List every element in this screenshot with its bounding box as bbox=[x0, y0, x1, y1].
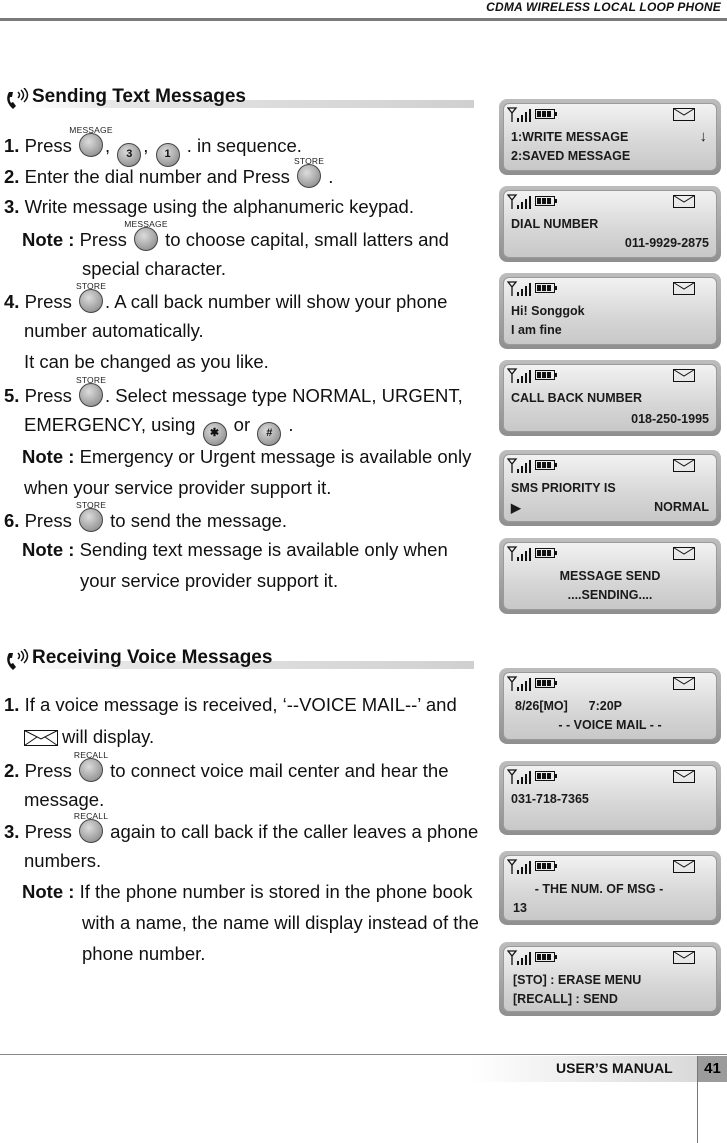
lcd-screen-callback bbox=[499, 360, 721, 436]
hash-key-icon: # bbox=[257, 422, 281, 446]
key-1-icon: 1 bbox=[156, 143, 180, 167]
lcd-line-1: 1:WRITE MESSAGE bbox=[511, 130, 629, 144]
header-rule bbox=[0, 18, 727, 21]
section-title: Sending Text Messages bbox=[32, 86, 246, 107]
envelope-icon bbox=[673, 108, 695, 121]
lcd-line-2: [RECALL] : SEND bbox=[513, 992, 618, 1006]
phone-signal-icon bbox=[4, 88, 30, 112]
signal-bars-icon bbox=[507, 859, 533, 875]
step-5-note: Note : Emergency or Urgent message is available only bbox=[22, 446, 472, 467]
signal-bars-icon bbox=[507, 281, 533, 297]
section-title: Receiving Voice Messages bbox=[32, 647, 273, 668]
step-4-cont: number automatically. bbox=[24, 320, 204, 341]
signal-bars-icon bbox=[507, 546, 533, 562]
recv-step-1: 1. If a voice message is received, ‘--VOICE MAIL--’ and bbox=[4, 694, 457, 715]
battery-icon bbox=[535, 370, 557, 380]
lcd-line-2: 018-250-1995 bbox=[631, 412, 709, 426]
battery-icon bbox=[535, 548, 557, 558]
signal-bars-icon bbox=[507, 458, 533, 474]
signal-bars-icon bbox=[507, 194, 533, 210]
store-key-icon: STORE bbox=[79, 508, 103, 532]
battery-icon bbox=[535, 109, 557, 119]
battery-icon bbox=[535, 771, 557, 781]
step-1: 1. Press MESSAGE , 3 , 1 . in sequence. bbox=[4, 133, 302, 167]
recv-step-3-cont: numbers. bbox=[24, 850, 102, 871]
message-key-icon: MESSAGE bbox=[79, 133, 103, 157]
lcd-line-1: [STO] : ERASE MENU bbox=[513, 973, 642, 987]
phone-signal-icon bbox=[4, 649, 30, 673]
step-5-note-cont: when your service provider support it. bbox=[24, 477, 332, 498]
recall-key-icon: RECALL bbox=[79, 758, 103, 782]
envelope-icon bbox=[673, 770, 695, 783]
lcd-screen-menu bbox=[499, 99, 721, 175]
message-key-icon: MESSAGE bbox=[134, 227, 158, 251]
lcd-screen-voicemail bbox=[499, 668, 721, 744]
envelope-icon bbox=[673, 282, 695, 295]
header-title: CDMA WIRELESS LOCAL LOOP PHONE bbox=[486, 0, 721, 14]
envelope-icon bbox=[673, 459, 695, 472]
recall-key-icon: RECALL bbox=[79, 819, 103, 843]
lcd-line-1: Hi! Songgok bbox=[511, 304, 585, 318]
step-3-note-cont: special character. bbox=[82, 258, 226, 279]
lcd-screen-msg-count bbox=[499, 851, 721, 925]
lcd-line-2: 13 bbox=[513, 901, 527, 915]
lcd-line-1: MESSAGE SEND bbox=[559, 569, 661, 583]
step-5-cont: EMERGENCY, using ✱ or # . bbox=[24, 414, 294, 446]
recv-step-3: 3. Press RECALL again to call back if the caller leaves a phone bbox=[4, 811, 479, 842]
battery-icon bbox=[535, 283, 557, 293]
lcd-screen-priority bbox=[499, 450, 721, 526]
envelope-icon bbox=[24, 730, 58, 746]
star-key-icon: ✱ bbox=[203, 422, 227, 446]
page-number: 41 bbox=[698, 1056, 727, 1082]
envelope-icon bbox=[673, 677, 695, 690]
battery-icon bbox=[535, 196, 557, 206]
lcd-screen-number bbox=[499, 761, 721, 835]
lcd-line-1: CALL BACK NUMBER bbox=[511, 391, 643, 405]
section-sending bbox=[4, 86, 474, 112]
step-6-note-cont: your service provider support it. bbox=[80, 570, 339, 591]
lcd-screen-message bbox=[499, 273, 721, 349]
lcd-line-1: 8/26[MO] 7:20P bbox=[515, 699, 622, 713]
recv-step-3-note-cont2: phone number. bbox=[82, 943, 206, 964]
lcd-line-2: ....SENDING.... bbox=[567, 588, 653, 602]
lcd-screen-options bbox=[499, 942, 721, 1016]
lcd-line-2: 2:SAVED MESSAGE bbox=[511, 149, 631, 163]
scroll-down-icon: ↓ bbox=[699, 128, 707, 145]
lcd-screen-dial bbox=[499, 186, 721, 262]
battery-icon bbox=[535, 678, 557, 688]
store-key-icon: STORE bbox=[79, 289, 103, 313]
envelope-icon bbox=[673, 547, 695, 560]
battery-icon bbox=[535, 861, 557, 871]
lcd-line-2: NORMAL bbox=[654, 500, 709, 514]
signal-bars-icon bbox=[507, 107, 533, 123]
step-6: 6. Press STORE to send the message. bbox=[4, 500, 288, 531]
recv-step-3-note-cont: with a name, the name will display instead of the bbox=[82, 912, 479, 933]
recv-step-2: 2. Press RECALL to connect voice mail center and hear the bbox=[4, 750, 449, 781]
store-key-icon: STORE bbox=[297, 164, 321, 188]
footer-label: USER’S MANUAL bbox=[556, 1060, 673, 1076]
lcd-screen-sending bbox=[499, 538, 721, 614]
step-4-cont2: It can be changed as you like. bbox=[24, 351, 269, 372]
recv-step-1-cont: will display. bbox=[24, 726, 154, 748]
envelope-icon bbox=[673, 860, 695, 873]
lcd-line-1: DIAL NUMBER bbox=[511, 217, 599, 231]
step-3: 3. Write message using the alphanumeric keypad. bbox=[4, 196, 414, 217]
section-receiving bbox=[4, 647, 474, 673]
signal-bars-icon bbox=[507, 676, 533, 692]
battery-icon bbox=[535, 952, 557, 962]
envelope-icon bbox=[673, 195, 695, 208]
lcd-line-2: I am fine bbox=[511, 323, 562, 337]
battery-icon bbox=[535, 460, 557, 470]
step-2: 2. Enter the dial number and Press STORE . bbox=[4, 156, 334, 187]
store-key-icon: STORE bbox=[79, 383, 103, 407]
step-3-note: Note : Press MESSAGE to choose capital, small latters and bbox=[22, 219, 449, 250]
envelope-icon bbox=[673, 369, 695, 382]
lcd-line-2: 011-9929-2875 bbox=[624, 236, 709, 250]
signal-bars-icon bbox=[507, 368, 533, 384]
envelope-icon bbox=[673, 951, 695, 964]
lcd-line-1: - THE NUM. OF MSG - bbox=[534, 882, 664, 896]
key-3-icon: 3 bbox=[117, 143, 141, 167]
step-4: 4. Press STORE . A call back number will show your phone bbox=[4, 281, 448, 312]
right-arrow-icon: ▶ bbox=[511, 501, 521, 515]
step-5: 5. Press STORE . Select message type NORMAL, URGENT, bbox=[4, 375, 463, 406]
recv-step-2-cont: message. bbox=[24, 789, 105, 810]
lcd-line-2: - - VOICE MAIL - - bbox=[558, 718, 662, 732]
step-6-note: Note : Sending text message is available only when bbox=[22, 539, 448, 560]
footer-rule bbox=[0, 1054, 727, 1055]
lcd-line-1: 031-718-7365 bbox=[511, 792, 589, 806]
signal-bars-icon bbox=[507, 950, 533, 966]
signal-bars-icon bbox=[507, 769, 533, 785]
footer-divider bbox=[697, 1056, 698, 1143]
lcd-line-1: SMS PRIORITY IS bbox=[511, 481, 616, 495]
recv-step-3-note: Note : If the phone number is stored in the phone book bbox=[22, 881, 473, 902]
